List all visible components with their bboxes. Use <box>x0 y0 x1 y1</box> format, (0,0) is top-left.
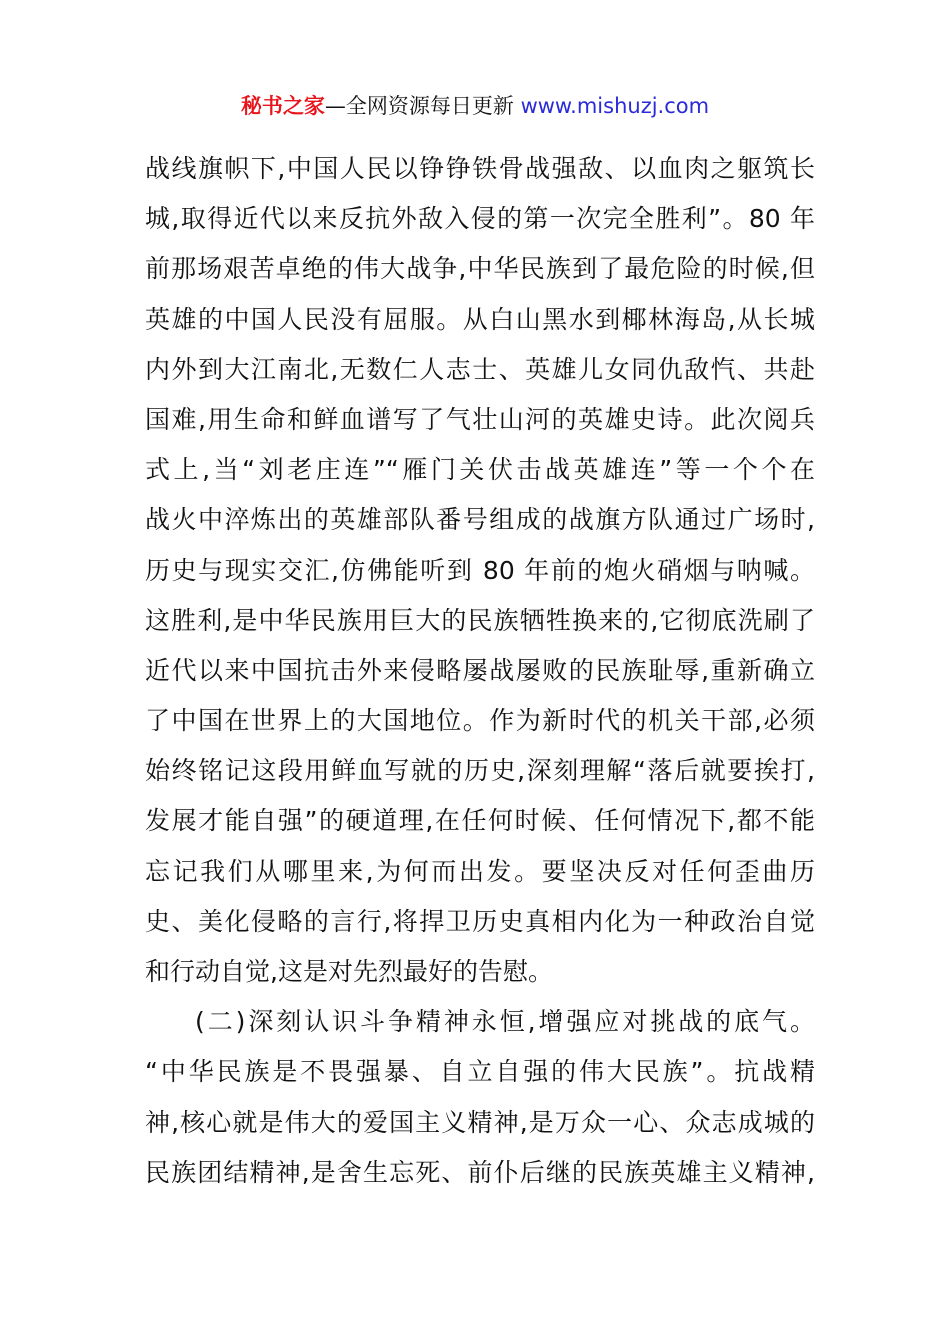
paragraph-end-line: 和行动自觉,这是对先烈最好的告慰。 <box>145 957 553 986</box>
site-brand: 秘书之家 <box>240 94 325 118</box>
text-line: 战线旗帜下,中国人民以铮铮铁骨战强敌、以血肉之躯筑长 <box>145 154 815 183</box>
text-line: “中华民族是不畏强暴、自立自强的伟大民族”。抗战精 <box>145 1057 815 1087</box>
section-heading-line: (二)深刻认识斗争精神永恒,增强应对挑战的底气。 <box>195 1007 815 1037</box>
site-tagline: —全网资源每日更新 <box>324 94 514 118</box>
text-line: 历史与现实交汇,仿佛能听到 80 年前的炮火硝烟与呐喊。 <box>145 555 815 585</box>
text-line: 这胜利,是中华民族用巨大的民族牺牲换来的,它彻底洗刷了 <box>145 605 815 635</box>
text-line: 英雄的中国人民没有屈服。从白山黑水到椰林海岛,从长城 <box>145 304 815 334</box>
text-line: 民族团结精神,是舍生忘死、前仆后继的民族英雄主义精神, <box>145 1157 815 1187</box>
text-line: 战火中淬炼出的英雄部队番号组成的战旗方队通过广场时, <box>145 505 815 535</box>
text-line: 前那场艰苦卓绝的伟大战争,中华民族到了最危险的时候,但 <box>145 254 815 284</box>
text-line: 史、美化侵略的言行,将捍卫历史真相内化为一种政治自觉 <box>145 906 815 936</box>
text-line: 内外到大江南北,无数仁人志士、英雄儿女同仇敌忾、共赴 <box>145 354 815 384</box>
text-line: 式上,当“刘老庄连”“雁门关伏击战英雄连”等一个个在 <box>145 455 815 485</box>
text-line: 了中国在世界上的大国地位。作为新时代的机关干部,必须 <box>145 706 815 736</box>
text-line: 神,核心就是伟大的爱国主义精神,是万众一心、众志成城的 <box>145 1107 815 1137</box>
text-line: 忘记我们从哪里来,为何而出发。要坚决反对任何歪曲历 <box>145 856 815 886</box>
site-url-link[interactable]: www.mishuzj.com <box>520 94 710 118</box>
site-header <box>0 86 950 126</box>
text-line: 城,取得近代以来反抗外敌入侵的第一次完全胜利”。80 年 <box>145 204 815 234</box>
text-line: 近代以来中国抗击外来侵略屡战屡败的民族耻辱,重新确立 <box>145 655 815 685</box>
document-body <box>145 144 815 1198</box>
text-line: 始终铭记这段用鲜血写就的历史,深刻理解“落后就要挨打, <box>145 756 815 786</box>
text-line: 发展才能自强”的硬道理,在任何时候、任何情况下,都不能 <box>145 806 815 836</box>
text-line: 国难,用生命和鲜血谱写了气壮山河的英雄史诗。此次阅兵 <box>145 404 815 434</box>
